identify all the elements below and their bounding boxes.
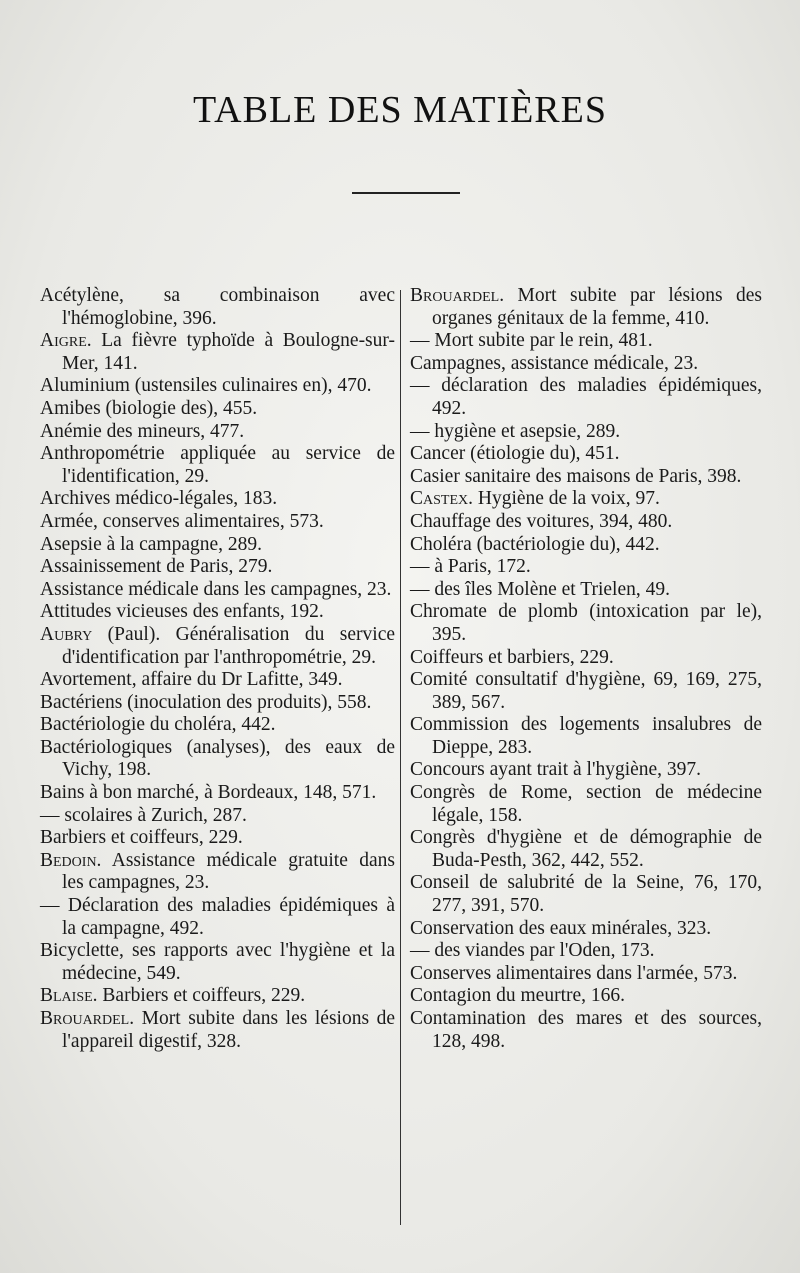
index-entry bbox=[410, 330, 762, 353]
entry-text: Bains à bon marché, à Bordeaux, 148, 571. bbox=[40, 782, 377, 804]
index-entry bbox=[410, 1008, 762, 1053]
index-entry bbox=[40, 805, 395, 828]
index-entry bbox=[40, 827, 395, 850]
index-entry bbox=[40, 579, 395, 602]
author-name: Brouardel. bbox=[40, 1008, 135, 1029]
entry-text: Conservation des eaux minérales, 323. bbox=[410, 917, 712, 939]
entry-text: — scolaires à Zurich, 287. bbox=[40, 804, 247, 826]
entry-text: Commission des logements insalubres de Dieppe, 283. bbox=[410, 714, 762, 758]
entry-text: Mort subite par lésions des organes génitaux de la femme, 410. bbox=[432, 285, 762, 329]
entry-text: Amibes (biologie des), 455. bbox=[40, 397, 258, 419]
entry-text: Bactériologie du choléra, 442. bbox=[40, 714, 276, 736]
entry-text: Contamination des mares et des sources, 128, 498. bbox=[410, 1008, 762, 1052]
entry-text: Hygiène de la voix, 97. bbox=[473, 488, 660, 510]
entry-text: Coiffeurs et barbiers, 229. bbox=[410, 646, 614, 668]
index-entry bbox=[40, 895, 395, 940]
author-name: Brouardel. bbox=[410, 285, 505, 306]
entry-text: — Déclaration des maladies épidémiques à la campagne, 492. bbox=[40, 895, 395, 939]
index-entry bbox=[40, 1008, 395, 1053]
entry-text: Armée, conserves alimentaires, 573. bbox=[40, 510, 324, 532]
entry-text: Barbiers et coiffeurs, 229. bbox=[97, 985, 306, 1007]
entry-text: Casier sanitaire des maisons de Paris, 398. bbox=[410, 465, 742, 487]
index-entry bbox=[40, 782, 395, 805]
index-entry bbox=[410, 556, 762, 579]
title-rule bbox=[352, 192, 460, 194]
index-entry bbox=[410, 579, 762, 602]
column-divider bbox=[400, 290, 401, 1225]
index-entry bbox=[40, 669, 395, 692]
index-column-right bbox=[410, 285, 762, 1053]
entry-text: Barbiers et coiffeurs, 229. bbox=[40, 827, 243, 849]
index-entry bbox=[410, 488, 762, 511]
index-entry bbox=[40, 511, 395, 534]
entry-text: Conseil de salubrité de la Seine, 76, 170, 277, 391, 570. bbox=[410, 872, 762, 917]
entry-text: Anémie des mineurs, 477. bbox=[40, 420, 245, 442]
index-entry bbox=[40, 985, 395, 1008]
index-entry bbox=[40, 601, 395, 624]
index-entry bbox=[40, 285, 395, 330]
entry-text: La fièvre typhoïde à Boulogne-sur-Mer, 141. bbox=[62, 330, 395, 374]
entry-text: Chromate de plomb (intoxication par le), 395. bbox=[410, 601, 762, 645]
page-title: TABLE DES MATIÈRES bbox=[193, 89, 607, 131]
index-entry bbox=[40, 534, 395, 557]
index-entry bbox=[410, 918, 762, 941]
entry-text: Archives médico-légales, 183. bbox=[40, 488, 278, 510]
entry-text: — hygiène et asepsie, 289. bbox=[410, 420, 621, 442]
entry-text: Concours ayant trait à l'hygiène, 397. bbox=[410, 759, 702, 781]
index-entry bbox=[40, 624, 395, 669]
entry-text: Assistance médicale dans les campagnes, 23. bbox=[40, 578, 392, 600]
index-entry bbox=[410, 827, 762, 872]
index-entry bbox=[40, 488, 395, 511]
entry-text: — déclaration des maladies épidémiques, 492. bbox=[410, 375, 762, 419]
entry-text: Assainissement de Paris, 279. bbox=[40, 556, 273, 578]
index-entry bbox=[40, 850, 395, 895]
entry-text: Choléra (bactériologie du), 442. bbox=[410, 533, 660, 555]
index-entry bbox=[410, 714, 762, 759]
index-entry bbox=[410, 511, 762, 534]
entry-text: Contagion du meurtre, 166. bbox=[410, 985, 626, 1007]
index-entry bbox=[40, 421, 395, 444]
entry-text: Attitudes vicieuses des enfants, 192. bbox=[40, 601, 324, 623]
entry-text: Aluminium (ustensiles culinaires en), 470. bbox=[40, 375, 372, 397]
entry-text: Bactériologiques (analyses), des eaux de Vichy, 198. bbox=[40, 736, 395, 781]
index-entry bbox=[410, 443, 762, 466]
entry-text: Acétylène, sa combinaison avec l'hémoglobine, 396. bbox=[40, 285, 395, 329]
index-entry bbox=[410, 466, 762, 489]
entry-text: Bicyclette, ses rapports avec l'hygiène et la médecine, 549. bbox=[40, 940, 395, 984]
index-entry bbox=[410, 782, 762, 827]
entry-text: Chauffage des voitures, 394, 480. bbox=[410, 510, 673, 532]
index-entry bbox=[40, 692, 395, 715]
index-entry bbox=[410, 353, 762, 376]
index-entry bbox=[410, 669, 762, 714]
index-entry bbox=[410, 601, 762, 646]
entry-text: Comité consultatif d'hygiène, 69, 169, 275, 389, 567. bbox=[410, 669, 762, 713]
entry-text: Bactériens (inoculation des produits), 558. bbox=[40, 691, 372, 713]
index-entry bbox=[410, 759, 762, 782]
entry-text: — à Paris, 172. bbox=[410, 556, 531, 578]
index-column-left bbox=[40, 285, 395, 1053]
index-entry bbox=[410, 985, 762, 1008]
entry-text: Conserves alimentaires dans l'armée, 573. bbox=[410, 962, 738, 984]
entry-text: Mort subite dans les lésions de l'appareil digestif, 328. bbox=[62, 1008, 395, 1052]
entry-text: Congrès d'hygiène et de démographie de Buda-Pesth, 362, 442, 552. bbox=[410, 827, 762, 871]
entry-text: Avortement, affaire du Dr Lafitte, 349. bbox=[40, 669, 343, 691]
author-name: Blaise. bbox=[40, 985, 98, 1007]
index-entry bbox=[40, 330, 395, 375]
author-name: Castex. bbox=[410, 488, 473, 510]
index-entry bbox=[40, 940, 395, 985]
entry-text: Asepsie à la campagne, 289. bbox=[40, 533, 263, 555]
author-name: Aigre. bbox=[40, 330, 92, 352]
author-name: Aubry bbox=[40, 623, 93, 645]
index-entry bbox=[410, 963, 762, 986]
entry-text: Campagnes, assistance médicale, 23. bbox=[410, 352, 699, 374]
index-entry bbox=[410, 375, 762, 420]
index-entry bbox=[40, 375, 395, 398]
entry-text: — des îles Molène et Trielen, 49. bbox=[410, 578, 670, 600]
index-entry bbox=[410, 872, 762, 917]
index-entry bbox=[40, 714, 395, 737]
entry-text: Congrès de Rome, section de médecine légale, 158. bbox=[410, 782, 762, 826]
index-entry bbox=[40, 556, 395, 579]
entry-text: — des viandes par l'Oden, 173. bbox=[410, 940, 655, 962]
index-entry bbox=[40, 398, 395, 421]
entry-text: Assistance médicale gratuite dans les campagnes, 23. bbox=[62, 849, 395, 894]
author-name: Bedoin. bbox=[40, 849, 102, 871]
index-entry bbox=[40, 443, 395, 488]
index-entry bbox=[410, 421, 762, 444]
index-entry bbox=[410, 534, 762, 557]
index-entry bbox=[410, 647, 762, 670]
index-entry bbox=[410, 940, 762, 963]
index-entry bbox=[410, 285, 762, 330]
entry-text: Cancer (étiologie du), 451. bbox=[410, 443, 620, 465]
entry-text: (Paul). Généralisation du service d'identification par l'anthropométrie, 29. bbox=[62, 623, 395, 668]
entry-text: Anthropométrie appliquée au service de l'identification, 29. bbox=[40, 443, 395, 487]
entry-text: — Mort subite par le rein, 481. bbox=[410, 330, 653, 352]
index-entry bbox=[40, 737, 395, 782]
